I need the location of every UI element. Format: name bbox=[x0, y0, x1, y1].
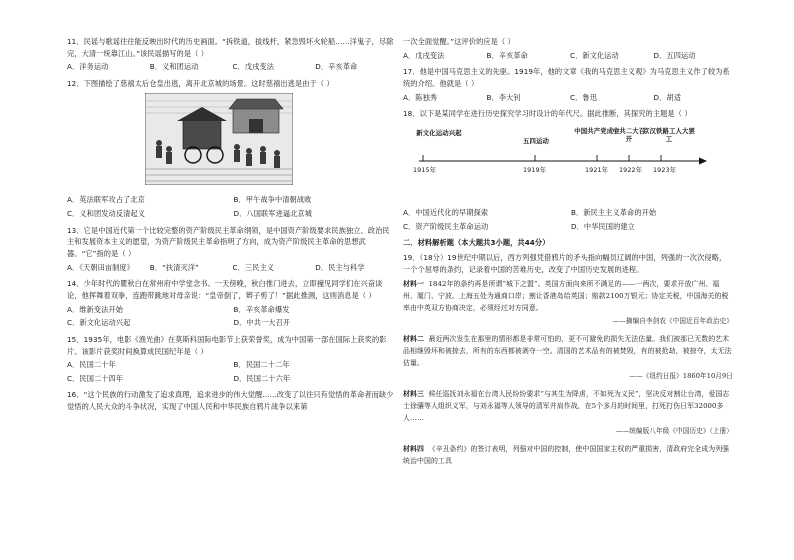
question-16-continued bbox=[403, 36, 733, 61]
option-c[interactable]: C．戊戌变法 bbox=[232, 62, 275, 72]
option-c[interactable]: C．民国二十四年 bbox=[67, 373, 124, 383]
option-a[interactable]: A．《天朝田亩制度》 bbox=[67, 262, 135, 272]
option-b[interactable]: B．新民主主义革命的开始 bbox=[571, 207, 657, 217]
question-text: 16．“这个民族的行动激发了追求真理，追求进步的伟大觉醒……改变了以往只有觉悟的革命者而缺少觉悟的人民大众的斗争状况，实现了中国人民和中华民族自鸦片战争以来第 bbox=[67, 390, 394, 412]
year-label: 1919年 bbox=[523, 165, 547, 174]
event-label: 中国共产党成立 bbox=[574, 126, 620, 135]
material-source: ——统编版八年级《中国历史》（上册） bbox=[615, 427, 733, 436]
event-label: 五四运动 bbox=[523, 136, 549, 145]
option-b[interactable]: B．民国二十二年 bbox=[233, 360, 290, 370]
material-label: 材料三 bbox=[403, 390, 424, 399]
option-b[interactable]: B．甲午战争中清朝战败 bbox=[233, 195, 312, 205]
event-label: 京汉铁路工人大罢工 bbox=[643, 126, 695, 143]
option-c[interactable]: C．鲁迅 bbox=[570, 92, 597, 102]
material-4 bbox=[403, 443, 733, 467]
options bbox=[403, 92, 733, 104]
right-column bbox=[403, 36, 733, 472]
options bbox=[67, 194, 394, 219]
question-text: 18．以下是某同学在进行历史探究学习时设计的年代尺。据此推断，其探究的主题是（ ） bbox=[403, 109, 692, 119]
timeline-ruler bbox=[413, 123, 713, 203]
options bbox=[67, 262, 394, 274]
material-label: 材料二 bbox=[403, 335, 424, 344]
option-c[interactable]: C．三民主义 bbox=[232, 262, 275, 272]
options bbox=[403, 207, 733, 232]
option-b[interactable]: B．李大钊 bbox=[486, 92, 521, 102]
year-label: 1921年 bbox=[585, 165, 609, 174]
question-15 bbox=[67, 334, 394, 385]
option-b[interactable]: B．“扶清灭洋” bbox=[149, 262, 199, 272]
question-text: 12．下图描绘了慈禧太后仓皇出逃，离开北京城的场景。这时慈禧出逃是由于（ ） bbox=[67, 78, 334, 88]
option-c[interactable]: C．义和团发动反清起义 bbox=[67, 208, 145, 218]
question-19 bbox=[403, 252, 733, 467]
material-text: 《辛丑条约》的签订表明，列强对中国的控制，使中国国家主权的严重损害，清政府完全成为列强统治中国的工具 bbox=[403, 444, 730, 466]
option-d[interactable]: D．八国联军进逼北京城 bbox=[233, 208, 313, 218]
material-2 bbox=[403, 333, 733, 369]
option-d[interactable]: D．民主与科学 bbox=[315, 262, 365, 272]
material-source: ——《纽约日报》1860年10月9日 bbox=[629, 372, 733, 381]
section-heading: 二．材料解析题（本大题共3小题，共44分） bbox=[403, 238, 550, 248]
question-16 bbox=[67, 389, 394, 412]
question-17 bbox=[403, 66, 733, 103]
option-b[interactable]: B．义和团运动 bbox=[149, 62, 199, 72]
question-18 bbox=[403, 108, 733, 232]
option-d[interactable]: D．辛亥革命 bbox=[315, 62, 358, 72]
event-label: 新文化运动兴起 bbox=[416, 128, 462, 137]
question-14 bbox=[67, 278, 394, 329]
material-source: ——摘编自李剑农《中国近百年政治史》 bbox=[612, 317, 733, 326]
year-label: 1915年 bbox=[413, 165, 437, 174]
option-a[interactable]: A．民国二十年 bbox=[67, 360, 116, 370]
material-label: 材料一 bbox=[403, 280, 424, 289]
option-b[interactable]: B．辛亥革命 bbox=[486, 50, 528, 60]
option-c[interactable]: C．资产阶级民主革命运动 bbox=[403, 221, 489, 231]
option-a[interactable]: A．英法联军攻占了北京 bbox=[67, 195, 145, 205]
option-a[interactable]: A．维新变法开始 bbox=[67, 304, 124, 314]
material-1 bbox=[403, 278, 733, 314]
option-d[interactable]: D．胡适 bbox=[653, 92, 681, 102]
left-column bbox=[67, 36, 394, 418]
material-label: 材料四 bbox=[403, 444, 424, 453]
question-text: 14．少年时代的瞿秋白在常州府中学堂念书。一天傍晚，秋白推门进去，立即撞见同学们在兴奋谈论，他挥舞着双拳，连跑带跳地对母亲说：“皇帝倒了，辫子剪了！”据此推测，这则消息是（ ） bbox=[67, 279, 383, 300]
event-label: 中共二大召开 bbox=[612, 126, 646, 143]
option-d[interactable]: D．民国二十六年 bbox=[233, 373, 291, 383]
option-a[interactable]: A．陈独秀 bbox=[403, 92, 438, 102]
question-text: 15．1935年，电影《渔光曲》在莫斯科国际电影节上获荣誉奖，成为中国第一部在国际上获奖的影片。该影片获奖时间换算成民国纪年是（ ） bbox=[67, 334, 387, 356]
cixi-flight-illustration bbox=[145, 93, 293, 185]
material-text: 1842年的条约再是所谓“城下之盟”。英国方面向来所不满足的——一两次，要求开放广州、福州、厦门、宁波、上海五处为通商口岸；割让香港岛给英国；赔款2100万银元；协定关税，中国海关的税率由中英双方协商决定，必须经过对方同意。 bbox=[403, 280, 729, 313]
option-d[interactable]: D．五四运动 bbox=[653, 50, 696, 60]
option-d[interactable]: D．中华民国的建立 bbox=[571, 221, 635, 231]
question-text: 一次全面觉醒。”这评价的应是（ ） bbox=[403, 37, 515, 46]
material-3 bbox=[403, 388, 733, 424]
option-a[interactable]: A．戊戌变法 bbox=[403, 50, 445, 60]
option-a[interactable]: A．洋务运动 bbox=[67, 62, 109, 72]
options bbox=[403, 50, 733, 62]
year-label: 1922年 bbox=[619, 165, 643, 174]
material-text: 候任巡抚刘永福在台湾人民纷纷要求“与其生为降虏，不如死为义民”，坚决反对割让台湾，爱国志士徐骧等人组织义军，与刘永福等人领导的清军并肩作战，在5个多月的时间里，打死打伤日军32000多人…… bbox=[403, 390, 730, 423]
question-13 bbox=[67, 225, 394, 274]
option-c[interactable]: C．新文化运动 bbox=[570, 50, 619, 60]
question-11 bbox=[67, 36, 394, 73]
year-label: 1923年 bbox=[653, 165, 677, 174]
option-d[interactable]: D．中共一大召开 bbox=[233, 318, 291, 328]
option-c[interactable]: C．新文化运动兴起 bbox=[67, 318, 131, 328]
question-text: 17．他是中国马克思主义的先驱。1919年，他的文章《我的马克思主义观》为马克思主义作了较为系统的介绍。他就是（ ） bbox=[403, 67, 730, 88]
option-a[interactable]: A．中国近代化的早期探索 bbox=[403, 207, 489, 217]
options bbox=[67, 304, 394, 329]
question-12 bbox=[67, 78, 394, 220]
options bbox=[67, 359, 394, 384]
question-text: 19．（18分）19世纪中期以后，西方列强凭借鸦片的矛头指向幅员辽阔的中国，列强的一次次侵略，一个个屈辱的条约，记录着中国的苦难历史，改变了中国历史发展的进程。 bbox=[403, 252, 727, 274]
material-text: 最近两次发生在那里的情形都是非常可怕的，更不可避免的损失无法估量。我们被那已无数的艺术品相继毁坏和被掠去，所有的东西都被剥夺一空。清国的艺术品有的被焚毁，有的被抢劫，被掠夺，太无法估量。 bbox=[403, 335, 732, 368]
option-b[interactable]: B．辛亥革命爆发 bbox=[233, 304, 290, 314]
question-text: 11．民谣与歌谣往往能反映出时代的历史画面。“拆铁道，拔线杆，紧急毁坏火轮船……洋鬼子，尽除完，大清一统靠江山。”该民谣描写的是（ ） bbox=[67, 37, 394, 58]
options bbox=[67, 61, 394, 73]
question-text: 13．它是中国近代第一个比较完整的资产阶级民主革命纲领，是中国资产阶级要求民族独立、政治民主和发展资本主义的愿望，为资产阶级民主革命指明了方向，成为资产阶级民主革命的思想武器。“它”指的是（ ） bbox=[67, 225, 390, 258]
